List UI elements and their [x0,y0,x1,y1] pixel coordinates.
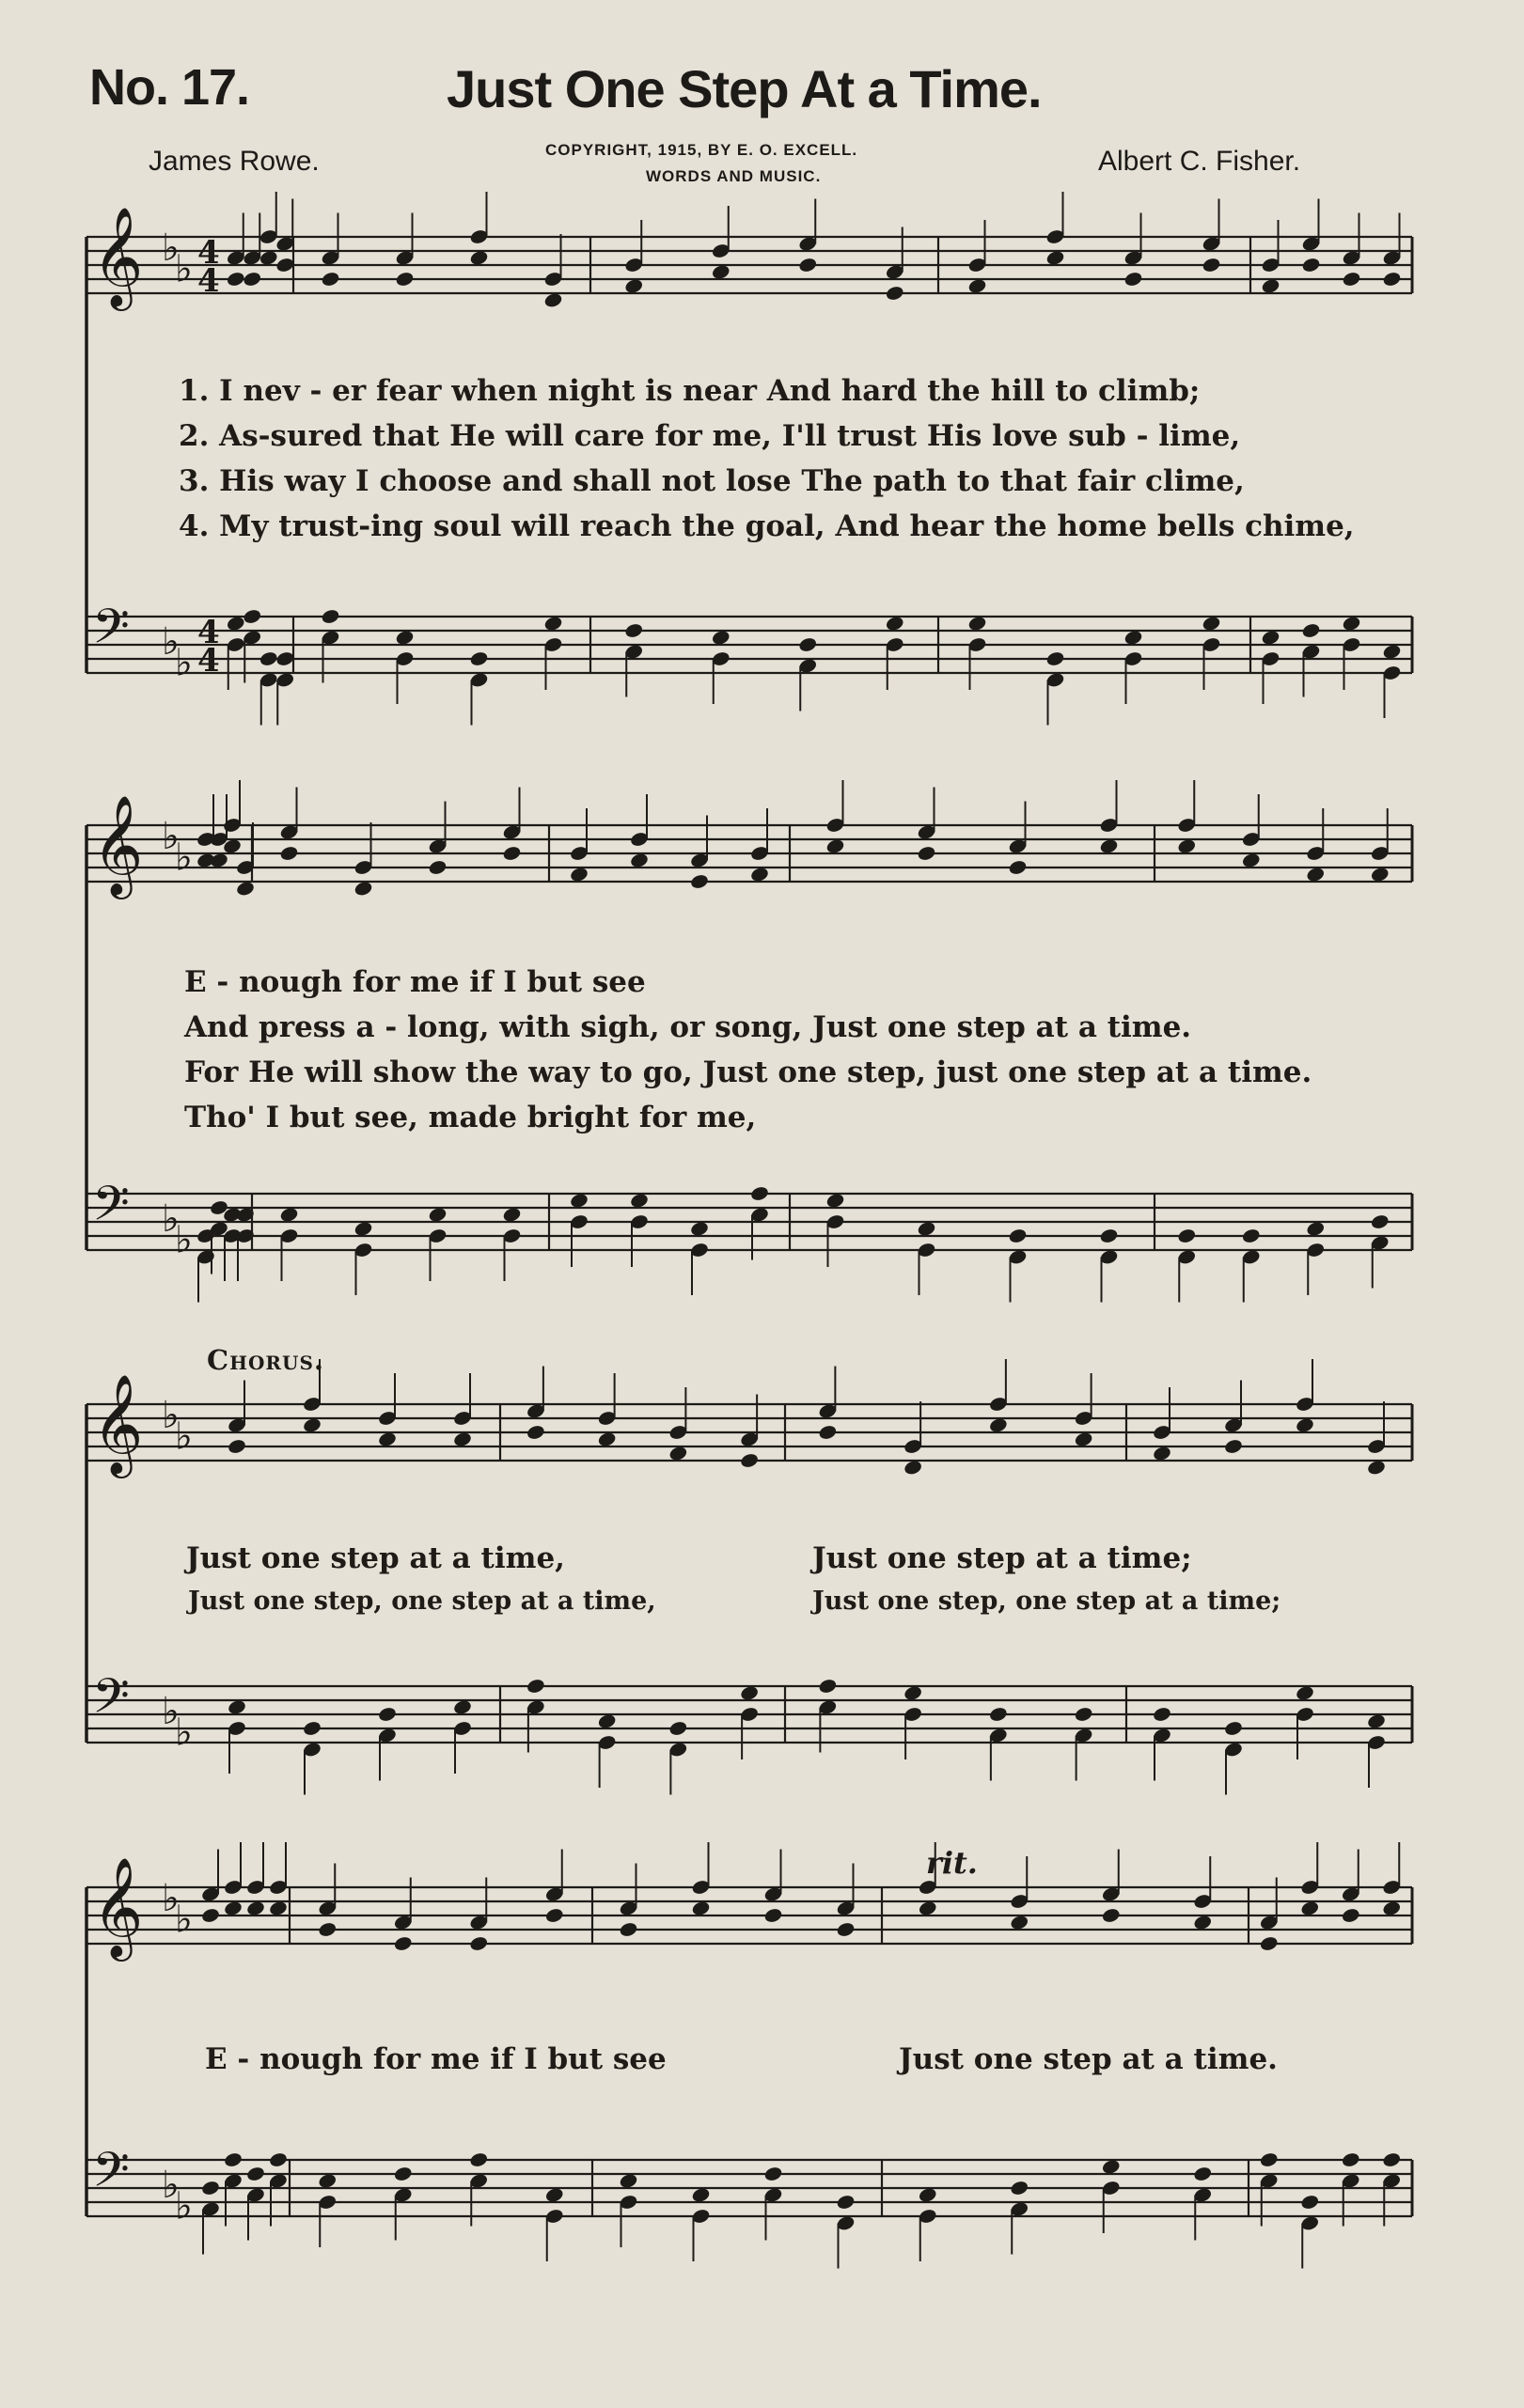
notehead [1382,2151,1402,2168]
chorus-lyric-upper-2: Just one step at a time; [812,1541,1192,1575]
notehead [818,1678,838,1695]
hymn-number: No. 17. [89,59,250,116]
notehead [624,622,644,639]
notehead [428,859,448,876]
bass-clef-icon: 𝄢 [92,2141,130,2210]
system2-lyric-line-1: E - nough for me if I but see [184,965,646,999]
verse-1-lyrics: 1. I nev - er fear when night is near And hard the hill to climb; [179,374,1201,408]
flat-icon: ♭ [175,641,193,685]
system2-lyric-line-3: For He will show the way to go, Just one step, just one step at a time. [184,1055,1312,1089]
chorus-lyric-lower-1: Just one step, one step at a time, [188,1587,656,1616]
notehead [836,1921,856,1938]
flat-icon: ♭ [175,836,193,880]
notehead [885,285,904,302]
flat-icon: ♭ [162,620,180,664]
system2-lyric-line-2: And press a - long, with sigh, or song, Just one step at a time. [184,1010,1192,1044]
chorus-lyric-lower-2: Just one step, one step at a time; [812,1587,1281,1616]
notehead [1382,271,1402,288]
notehead [1099,1227,1119,1244]
notehead [1341,1907,1360,1924]
flat-icon: ♭ [162,2164,180,2207]
notehead [749,1185,769,1202]
notehead [1152,1706,1171,1723]
notehead [243,608,262,625]
hymn-title: Just One Step At a Time. [447,59,1042,118]
time-signature: 4 [197,234,220,272]
flat-icon: ♭ [175,1898,193,1942]
notehead [917,845,936,862]
final-lyric-1: E - nough for me if I but see [205,2042,667,2076]
notehead [526,1678,545,1695]
notehead [689,873,709,890]
time-signature: 4 [197,642,220,680]
notehead [1341,2151,1360,2168]
notehead [200,1907,220,1924]
notehead [469,2151,489,2168]
notehead [243,271,262,288]
verse-2-lyrics: 2. As-sured that He will care for me, I'll trust His love sub - lime, [179,419,1241,453]
notehead [1010,2180,1029,2197]
notehead [1259,2151,1279,2168]
copyright-scope: WORDS AND MUSIC. [646,167,822,185]
notehead [526,1424,545,1441]
notehead [1300,2194,1320,2211]
treble-clef-icon: 𝄞 [92,794,144,895]
flat-icon: ♭ [162,1877,180,1920]
notehead [302,1720,322,1737]
notehead [836,2194,856,2211]
notehead [1177,1227,1197,1244]
notehead [1074,1706,1093,1723]
notehead [395,271,415,288]
flat-icon: ♭ [162,815,180,858]
notehead [544,1907,564,1924]
notehead [318,1921,338,1938]
notehead [1301,257,1321,274]
notehead [1101,1907,1121,1924]
notehead [469,1935,489,1952]
notehead [1223,1720,1243,1737]
notehead [275,257,295,274]
notehead [393,1935,413,1952]
notehead [259,650,278,667]
notehead [619,1921,638,1938]
notehead [1223,1438,1243,1455]
flat-icon: ♭ [162,1197,180,1241]
flat-icon: ♭ [162,227,180,270]
notehead [1301,622,1321,639]
notehead [268,2151,288,2168]
notehead [1008,859,1028,876]
notehead [226,271,245,288]
notehead [502,845,522,862]
verse-4-lyrics: 4. My trust-ing soul will reach the goal, And hear the home bells chime, [179,509,1355,543]
bass-clef-icon: 𝄢 [92,1175,130,1243]
copyright-line: COPYRIGHT, 1915, BY E. O. EXCELL. [545,141,858,159]
notehead [1202,257,1221,274]
notehead [1008,1227,1028,1244]
treble-clef-icon: 𝄞 [92,206,144,306]
time-signature: 4 [197,614,220,651]
notehead [1241,1227,1261,1244]
notehead [321,271,340,288]
notehead [1342,271,1361,288]
notehead [279,845,299,862]
flat-icon: ♭ [175,1218,193,1262]
chorus-label: Chorus. [207,1344,325,1376]
time-signature: 4 [197,262,220,300]
notehead [393,2166,413,2182]
verse-3-lyrics: 3. His way I choose and shall not lose The path to that fair clime, [179,464,1245,498]
notehead [245,2166,265,2182]
system2-lyric-line-4: Tho' I but see, made bright for me, [184,1101,757,1134]
notehead [763,1907,783,1924]
treble-clef-icon: 𝄞 [92,1856,144,1957]
notehead [818,1424,838,1441]
notehead [1370,1213,1390,1230]
notehead [321,608,340,625]
notehead [798,636,818,653]
notehead [275,650,295,667]
flat-icon: ♭ [175,1711,193,1755]
notehead [988,1706,1008,1723]
bass-clef-icon: 𝄢 [92,1667,130,1736]
flat-icon: ♭ [175,247,193,291]
ritardando-mark: rit. [926,1845,978,1881]
lyricist-credit: James Rowe. [149,146,320,177]
notehead [377,1706,397,1723]
notehead [200,2180,220,2197]
notehead [798,257,818,274]
bass-clef-icon: 𝄢 [92,598,130,666]
notehead [1259,1935,1279,1952]
flat-icon: ♭ [162,1394,180,1437]
treble-clef-icon: 𝄞 [92,1373,144,1474]
notehead [227,1438,246,1455]
flat-icon: ♭ [175,2184,193,2228]
composer-credit: Albert C. Fisher. [1098,146,1301,177]
flat-icon: ♭ [162,1690,180,1733]
final-lyric-2: Just one step at a time. [899,2042,1278,2076]
notehead [1193,2166,1213,2182]
flat-icon: ♭ [175,1415,193,1459]
notehead [668,1720,688,1737]
notehead [739,1452,759,1469]
notehead [469,650,489,667]
chorus-lyric-upper-1: Just one step at a time, [186,1541,565,1575]
notehead [223,2151,243,2168]
notehead [1123,271,1143,288]
notehead [1045,650,1065,667]
notehead [763,2166,783,2182]
